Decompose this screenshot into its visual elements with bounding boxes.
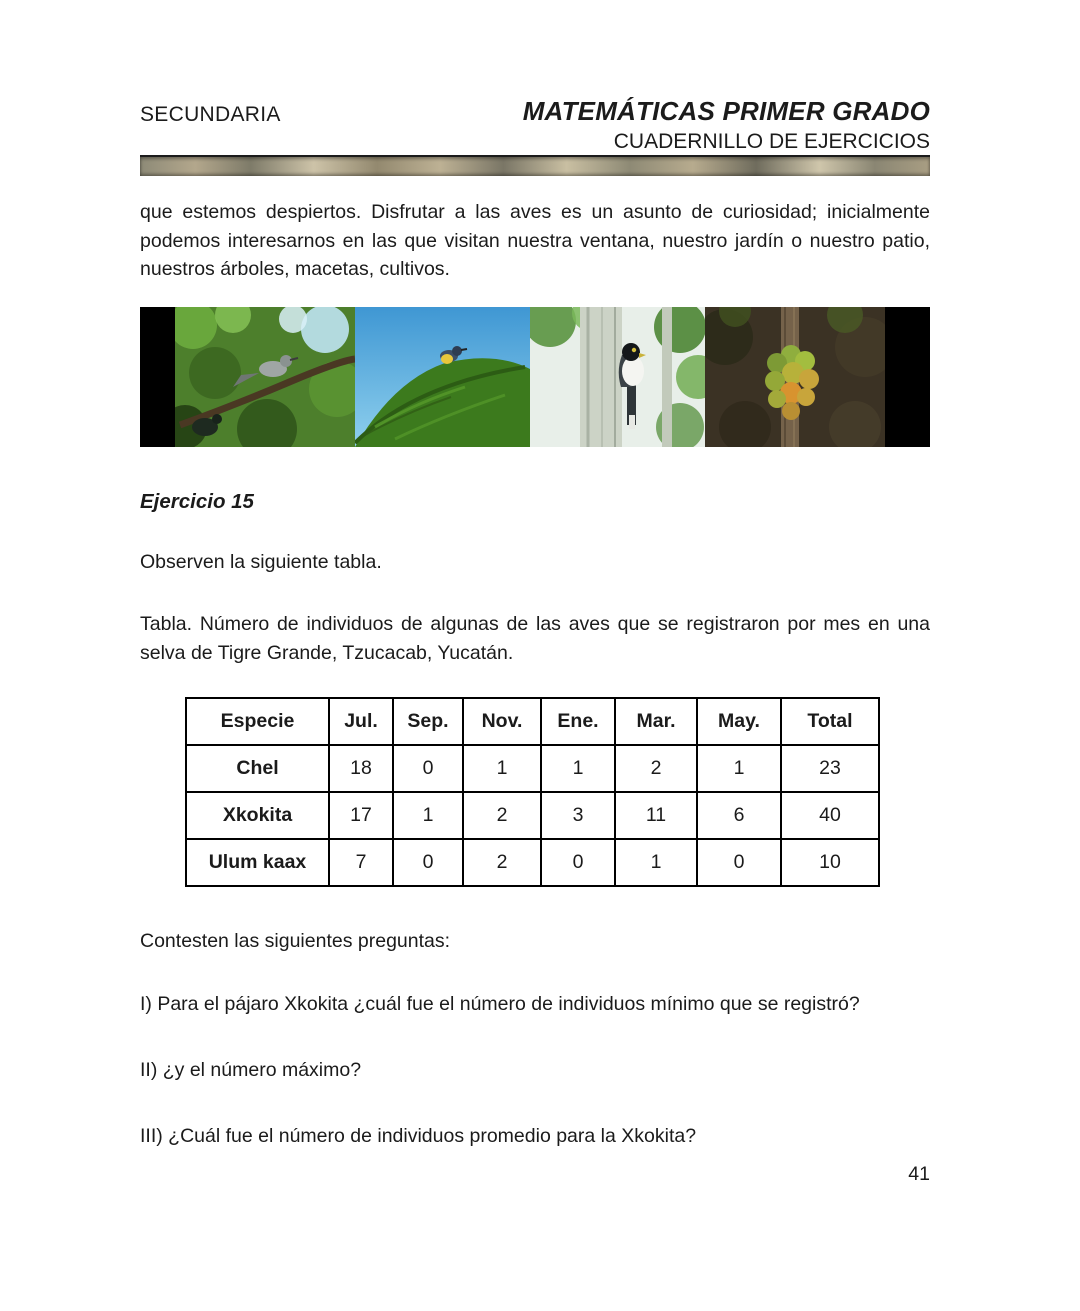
col-header-jul: Jul. xyxy=(329,698,393,745)
cell-value: 18 xyxy=(329,745,393,792)
cell-value: 2 xyxy=(615,745,697,792)
cell-value: 0 xyxy=(393,745,463,792)
cell-value: 11 xyxy=(615,792,697,839)
cell-value: 23 xyxy=(781,745,879,792)
photo-trogon-on-trunk xyxy=(530,307,705,447)
col-header-mar: Mar. xyxy=(615,698,697,745)
question-3: III) ¿Cuál fue el número de individuos promedio para la Xkokita? xyxy=(140,1124,697,1147)
cell-value: 40 xyxy=(781,792,879,839)
species-name: Ulum kaax xyxy=(186,839,329,886)
header-section-label: SECUNDARIA xyxy=(140,103,281,126)
cell-value: 7 xyxy=(329,839,393,886)
exercise-instruction: Observen la siguiente tabla. xyxy=(140,550,382,573)
species-name: Xkokita xyxy=(186,792,329,839)
cell-value: 2 xyxy=(463,792,541,839)
species-name: Chel xyxy=(186,745,329,792)
col-header-sep: Sep. xyxy=(393,698,463,745)
table-row xyxy=(186,839,879,886)
bird-counts-table-wrapper xyxy=(140,697,930,887)
col-header-total: Total xyxy=(781,698,879,745)
cell-value: 1 xyxy=(615,839,697,886)
photo-bird-on-banana-leaf xyxy=(355,307,530,447)
cell-value: 1 xyxy=(393,792,463,839)
question-2: II) ¿y el número máximo? xyxy=(140,1058,362,1081)
photo-bird-in-foliage xyxy=(175,307,355,447)
table-header-row xyxy=(186,698,879,745)
cell-value: 0 xyxy=(697,839,781,886)
cell-value: 1 xyxy=(541,745,615,792)
page-number: 41 xyxy=(908,1163,930,1185)
questions-intro: Contesten las siguientes preguntas: xyxy=(140,930,451,953)
cell-value: 6 xyxy=(697,792,781,839)
col-header-especie: Especie xyxy=(186,698,329,745)
page-header xyxy=(140,96,930,154)
cell-value: 0 xyxy=(393,839,463,886)
col-header-may: May. xyxy=(697,698,781,745)
bird-counts-table xyxy=(185,697,880,887)
intro-paragraph: que estemos despiertos. Disfrutar a las aves es un asunto de curiosidad; inicialmente podemos interesarnos en las que visitan nuestra ventana, nuestro jardín o nuestro patio, nuestros árboles, macetas, cultivos. xyxy=(140,201,930,281)
stone-banner-image xyxy=(140,157,930,176)
cell-value: 10 xyxy=(781,839,879,886)
cell-value: 2 xyxy=(463,839,541,886)
question-1: I) Para el pájaro Xkokita ¿cuál fue el número de individuos mínimo que se registró? xyxy=(140,993,860,1016)
photo-fruit-cluster xyxy=(705,307,885,447)
cell-value: 17 xyxy=(329,792,393,839)
table-caption: Tabla. Número de individuos de algunas de las aves que se registraron por mes en una selva de Tigre Grande, Tzucacab, Yucatán. xyxy=(140,612,930,664)
col-header-ene: Ene. xyxy=(541,698,615,745)
cell-value: 1 xyxy=(697,745,781,792)
table-row xyxy=(186,792,879,839)
header-title-block xyxy=(523,96,930,154)
cell-value: 0 xyxy=(541,839,615,886)
page-content xyxy=(140,0,930,1150)
cell-value: 1 xyxy=(463,745,541,792)
col-header-nov: Nov. xyxy=(463,698,541,745)
cell-value: 3 xyxy=(541,792,615,839)
document-title: MATEMÁTICAS PRIMER GRADO xyxy=(522,96,930,126)
exercise-title: Ejercicio 15 xyxy=(140,489,254,513)
bird-photo-collage xyxy=(140,307,930,447)
document-subtitle: CUADERNILLO DE EJERCICIOS xyxy=(613,130,930,153)
table-row xyxy=(186,745,879,792)
